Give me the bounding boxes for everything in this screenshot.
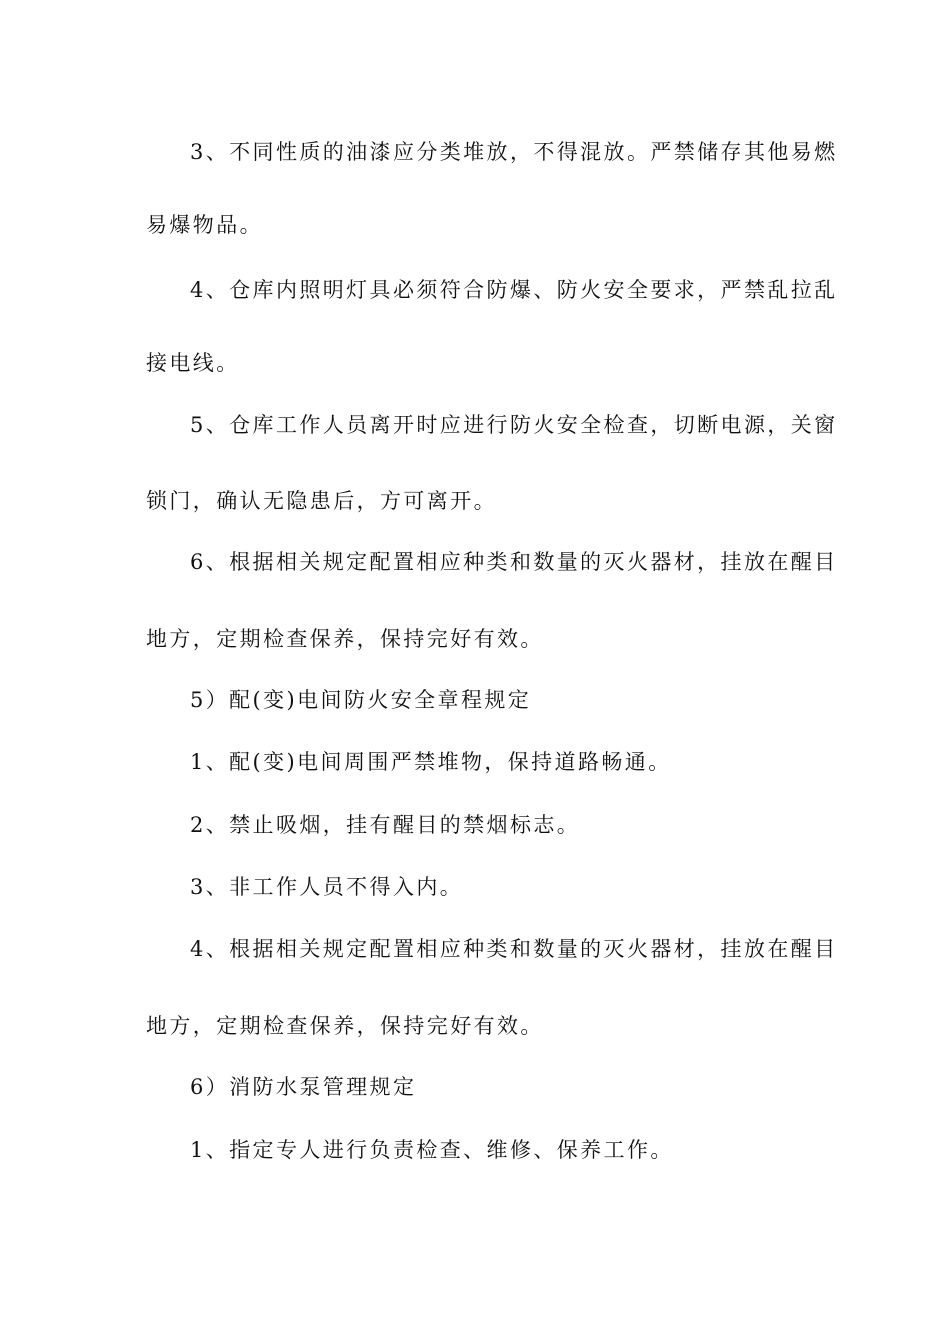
paragraph-line: 地方，定期检查保养，保持完好有效。 [146, 1014, 544, 1038]
paragraph-line: 5、仓库工作人员离开时应进行防火安全检查，切断电源，关窗 [190, 413, 838, 437]
paragraph-line: 3、非工作人员不得入内。 [190, 875, 464, 899]
paragraph-line: 3、不同性质的油漆应分类堆放，不得混放。严禁储存其他易燃 [190, 140, 838, 164]
paragraph-line: 2、禁止吸烟，挂有醒目的禁烟标志。 [190, 813, 581, 837]
paragraph-line: 4、仓库内照明灯具必须符合防爆、防火安全要求，严禁乱拉乱 [190, 278, 838, 302]
paragraph-line: 1、指定专人进行负责检查、维修、保养工作。 [190, 1138, 674, 1162]
paragraph-line: 1、配(变)电间周围严禁堆物，保持道路畅通。 [190, 750, 672, 774]
section-heading: 6）消防水泵管理规定 [190, 1075, 417, 1099]
paragraph-line: 易爆物品。 [146, 213, 263, 237]
paragraph-line: 6、根据相关规定配置相应种类和数量的灭火器材，挂放在醒目 [190, 550, 838, 574]
section-heading: 5）配(变)电间防火安全章程规定 [190, 688, 532, 712]
paragraph-line: 锁门，确认无隐患后，方可离开。 [146, 489, 497, 513]
paragraph-line: 接电线。 [146, 351, 240, 375]
paragraph-line: 4、根据相关规定配置相应种类和数量的灭火器材，挂放在醒目 [190, 937, 838, 961]
paragraph-line: 地方，定期检查保养，保持完好有效。 [146, 627, 544, 651]
